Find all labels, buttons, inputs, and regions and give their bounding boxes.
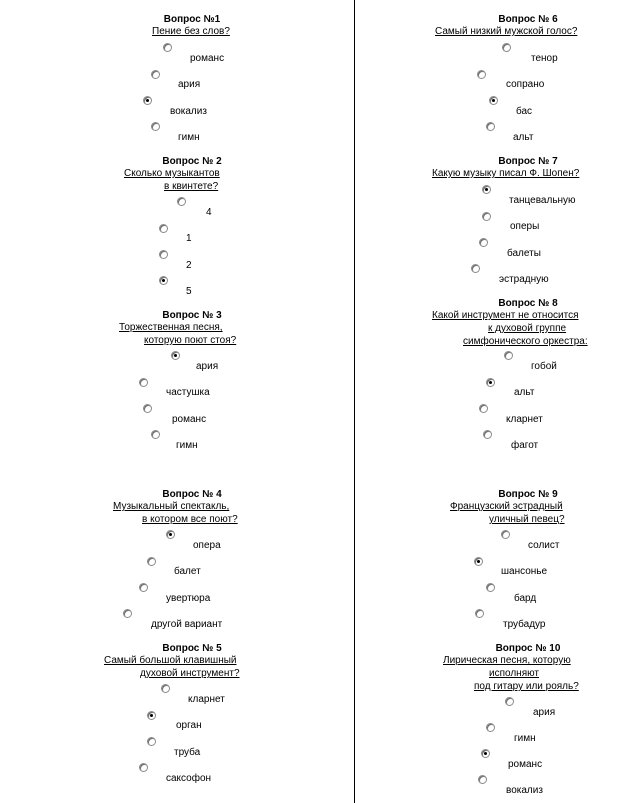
question-10-option-2-label[interactable]: гимн: [514, 733, 536, 744]
question-2-option-4-radio[interactable]: [159, 276, 168, 285]
question-7-option-4-label[interactable]: эстрадную: [499, 274, 549, 285]
question-3-option-2-label[interactable]: частушка: [166, 387, 210, 398]
question-2-option-1-radio[interactable]: [177, 197, 186, 206]
question-4-option-2-radio[interactable]: [147, 557, 156, 566]
question-6-option-1-radio[interactable]: [502, 43, 511, 52]
question-8-option-3-label[interactable]: кларнет: [506, 414, 543, 425]
question-4-text-line-2: в котором все поют?: [142, 514, 238, 525]
question-10-option-1-radio[interactable]: [505, 697, 514, 706]
question-7-option-1-radio[interactable]: [482, 185, 491, 194]
question-6-option-2-radio[interactable]: [477, 70, 486, 79]
question-9-text-line-1: Французский эстрадный: [450, 501, 563, 512]
question-8-text-line-3: симфонического оркестра:: [463, 336, 588, 347]
question-10-title: Вопрос № 10: [495, 643, 561, 654]
question-5-option-3-radio[interactable]: [147, 737, 156, 746]
column-divider: [354, 0, 355, 803]
question-5-option-2-label[interactable]: орган: [176, 720, 202, 731]
question-10-text-line-3: под гитару или рояль?: [474, 681, 579, 692]
question-4-option-1-label[interactable]: опера: [193, 540, 221, 551]
question-9-option-4-label[interactable]: трубадур: [503, 619, 546, 630]
question-10-option-2-radio[interactable]: [486, 723, 495, 732]
question-7-option-4-radio[interactable]: [471, 264, 480, 273]
question-2-text-line-1: Сколько музыкантов: [124, 168, 220, 179]
question-10-option-3-radio[interactable]: [481, 749, 490, 758]
question-4-title: Вопрос № 4: [162, 489, 222, 500]
question-1-option-3-label[interactable]: вокализ: [170, 106, 207, 117]
question-2-option-2-label[interactable]: 1: [186, 233, 192, 244]
question-6-option-2-label[interactable]: сопрано: [506, 79, 545, 90]
question-9-text-line-2: уличный певец?: [489, 514, 565, 525]
question-4-option-3-label[interactable]: увертюра: [166, 593, 211, 604]
question-2-title: Вопрос № 2: [162, 156, 222, 167]
question-10-option-1-label[interactable]: ария: [533, 707, 556, 718]
question-9-option-3-radio[interactable]: [486, 583, 495, 592]
question-6-option-4-label[interactable]: альт: [513, 132, 534, 143]
question-1-option-2-radio[interactable]: [151, 70, 160, 79]
question-7-option-1-label[interactable]: танцевальную: [509, 195, 576, 206]
question-1-option-1-radio[interactable]: [163, 43, 172, 52]
question-5-option-4-label[interactable]: саксофон: [166, 773, 212, 784]
question-6-option-3-radio[interactable]: [489, 96, 498, 105]
question-2-option-1-label[interactable]: 4: [206, 207, 212, 218]
question-1-text-line-1: Пение без слов?: [152, 26, 230, 37]
question-10-option-4-radio[interactable]: [478, 775, 487, 784]
question-9-option-2-radio[interactable]: [474, 557, 483, 566]
question-9-option-4-radio[interactable]: [475, 609, 484, 618]
question-9-option-2-label[interactable]: шансонье: [501, 566, 548, 577]
question-10-text-line-1: Лирическая песня, которую: [443, 655, 571, 666]
question-8-text-line-1: Какой инструмент не относится: [432, 310, 579, 321]
question-6-text-line-1: Самый низкий мужской голос?: [435, 26, 578, 37]
question-9-title: Вопрос № 9: [498, 489, 558, 500]
question-3-option-3-label[interactable]: романс: [172, 414, 207, 425]
question-9-option-1-label[interactable]: солист: [528, 540, 560, 551]
question-7-option-2-label[interactable]: оперы: [510, 221, 540, 232]
question-5-text-line-2: духовой инструмент?: [140, 668, 240, 679]
question-2-option-2-radio[interactable]: [159, 224, 168, 233]
question-5-option-1-label[interactable]: кларнет: [188, 694, 225, 705]
question-1-option-2-label[interactable]: ария: [178, 79, 201, 90]
question-3-option-1-radio[interactable]: [171, 351, 180, 360]
question-4-text-line-1: Музыкальный спектакль,: [113, 501, 230, 512]
question-1-option-4-radio[interactable]: [151, 122, 160, 131]
question-8-option-1-label[interactable]: гобой: [531, 361, 557, 372]
question-2-option-4-label[interactable]: 5: [186, 286, 192, 297]
question-2-option-3-radio[interactable]: [159, 250, 168, 259]
question-5-option-2-radio[interactable]: [147, 711, 156, 720]
question-1-option-1-label[interactable]: романс: [190, 53, 225, 64]
question-4-option-2-label[interactable]: балет: [174, 566, 201, 577]
question-9-option-1-radio[interactable]: [501, 530, 510, 539]
question-5-option-1-radio[interactable]: [161, 684, 170, 693]
question-10-option-3-label[interactable]: романс: [508, 759, 543, 770]
question-7-option-2-radio[interactable]: [482, 212, 491, 221]
question-7-option-3-label[interactable]: балеты: [507, 248, 541, 259]
question-3-option-3-radio[interactable]: [143, 404, 152, 413]
question-8-option-3-radio[interactable]: [479, 404, 488, 413]
question-1-option-4-label[interactable]: гимн: [178, 132, 200, 143]
question-6-option-4-radio[interactable]: [486, 122, 495, 131]
question-9-option-3-label[interactable]: бард: [514, 593, 537, 604]
question-3-option-4-radio[interactable]: [151, 430, 160, 439]
question-3-text-line-1: Торжественная песня,: [119, 322, 223, 333]
question-7-option-3-radio[interactable]: [479, 238, 488, 247]
question-4-option-4-label[interactable]: другой вариант: [151, 619, 223, 630]
question-5-text-line-1: Самый большой клавишный: [104, 655, 237, 666]
question-8-option-2-radio[interactable]: [486, 378, 495, 387]
question-1-option-3-radio[interactable]: [143, 96, 152, 105]
question-1-title: Вопрос №1: [163, 14, 221, 25]
question-5-option-4-radio[interactable]: [139, 763, 148, 772]
question-8-option-4-label[interactable]: фагот: [511, 440, 539, 451]
question-7-title: Вопрос № 7: [498, 156, 558, 167]
question-10-option-4-label[interactable]: вокализ: [506, 785, 543, 796]
question-8-text-line-2: к духовой группе: [488, 323, 567, 334]
question-5-title: Вопрос № 5: [162, 643, 222, 654]
question-3-text-line-2: которую поют стоя?: [144, 335, 237, 346]
question-6-option-3-label[interactable]: бас: [516, 106, 533, 117]
question-8-option-4-radio[interactable]: [483, 430, 492, 439]
question-2-text-line-2: в квинтете?: [164, 181, 219, 192]
question-7-text-line-1: Какую музыку писал Ф. Шопен?: [432, 168, 580, 179]
question-4-option-3-radio[interactable]: [139, 583, 148, 592]
question-3-option-2-radio[interactable]: [139, 378, 148, 387]
question-8-option-2-label[interactable]: альт: [514, 387, 535, 398]
question-4-option-1-radio[interactable]: [166, 530, 175, 539]
question-3-title: Вопрос № 3: [162, 310, 222, 321]
question-4-option-4-radio[interactable]: [123, 609, 132, 618]
question-5-option-3-label[interactable]: труба: [174, 747, 201, 758]
question-8-title: Вопрос № 8: [498, 298, 558, 309]
question-6-title: Вопрос № 6: [498, 14, 558, 25]
question-3-option-1-label[interactable]: ария: [196, 361, 219, 372]
question-6-option-1-label[interactable]: тенор: [531, 53, 558, 64]
question-2-option-3-label[interactable]: 2: [186, 260, 192, 271]
question-3-option-4-label[interactable]: гимн: [176, 440, 198, 451]
question-10-text-line-2: исполняют: [489, 668, 539, 679]
question-8-option-1-radio[interactable]: [504, 351, 513, 360]
